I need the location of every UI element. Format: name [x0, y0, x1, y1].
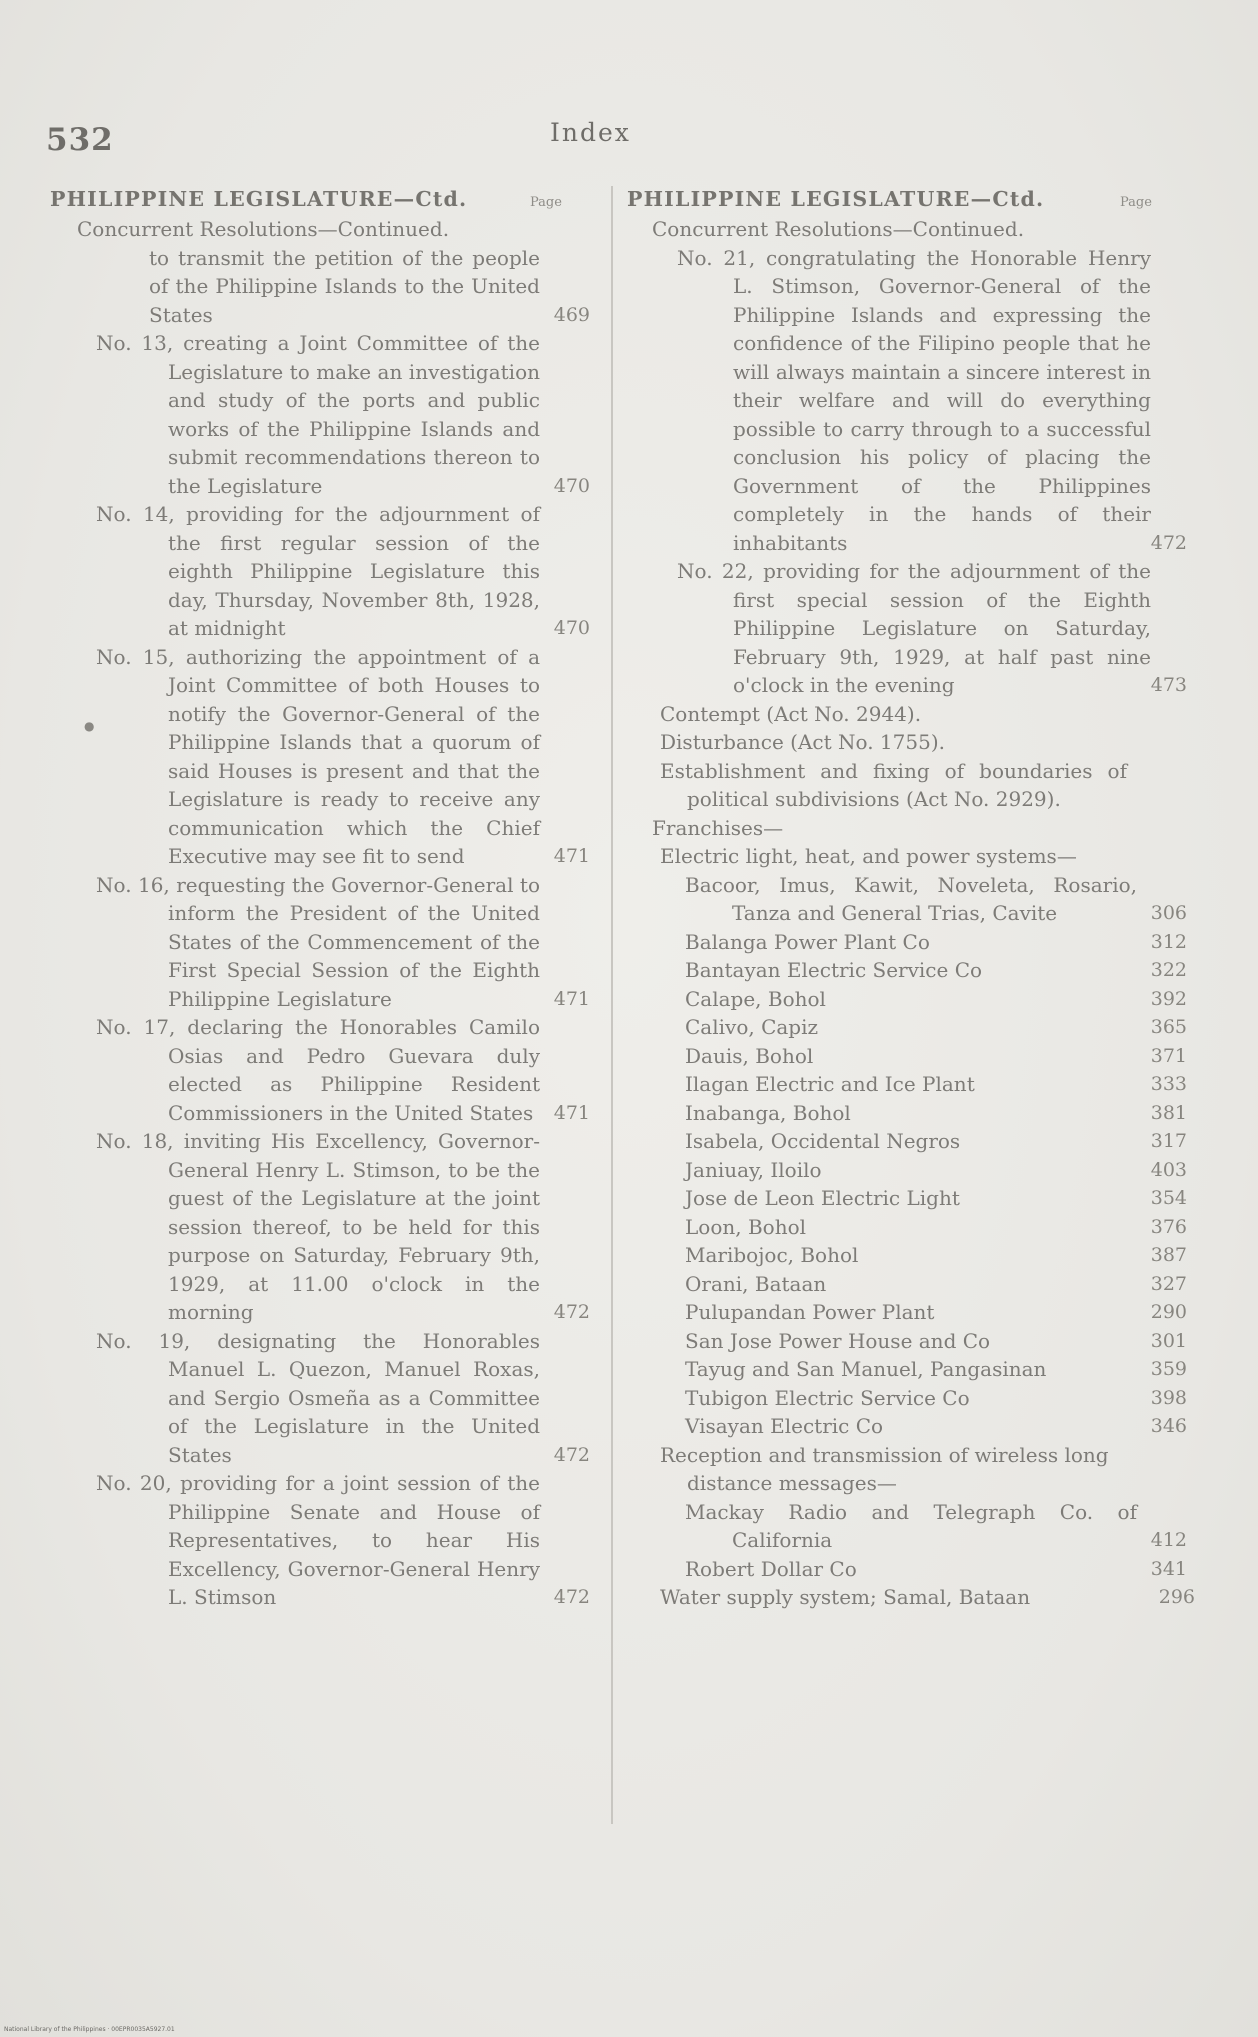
- entry-page: 365: [1150, 1016, 1187, 1038]
- entry-page: 290: [1150, 1301, 1187, 1323]
- topic-entry: Establishment and fixing of boundaries of political subdivisions (Act No. 2929).: [660, 758, 1127, 811]
- entry-page: 412: [1150, 1529, 1187, 1551]
- entry-text: San Jose Power House and Co: [685, 1328, 991, 1353]
- entry-page: 381: [1150, 1101, 1187, 1124]
- entry-text: Bantayan Electric Service Co: [685, 958, 983, 982]
- entry-text: No. 13, creating a Joint Committee of the Legislature to make an investigation and study of the ports and public works of the Philippine Islands and submit recommendations thereon to the Legislature: [96, 331, 540, 498]
- entry-text: Isabela, Occidental Negros: [685, 1129, 961, 1153]
- entry-page: 472: [553, 1443, 590, 1466]
- entry-text: No. 21, congratulating the Honorable Henry L. Stimson, Governor-General of the Philippine Islands and expressing the confidence of the Filipino people that he will always maintain a sincere interest in their welfare and will do everything possible to carry through to a successful conclusion his policy of placing the Government of the Philippines completely in the hands of their inhabitants: [677, 245, 1151, 555]
- page-number: 532: [46, 122, 114, 158]
- franchise-entry: [685, 928, 1187, 957]
- entry-text: Tubigon Electric Service Co: [685, 1385, 970, 1410]
- entry-page: 371: [1150, 1044, 1187, 1067]
- entry-text: Dauis, Bohol: [685, 1043, 814, 1068]
- entry-text: Loon, Bohol: [685, 1214, 807, 1239]
- index-entry: [50, 871, 590, 1014]
- electric-franchise-list: [627, 871, 1187, 1441]
- index-entry: [50, 643, 590, 871]
- franchise-entry: [685, 1042, 1187, 1071]
- water-supply-entry: [660, 1583, 1195, 1612]
- entry-page: 312: [1150, 930, 1187, 953]
- franchise-entry: [685, 1070, 1187, 1099]
- index-entry: [50, 500, 590, 643]
- franchise-entry: [685, 1099, 1187, 1128]
- entry-text: No. 18, inviting His Excellency, Governor-General Henry L. Stimson, to be the guest of the Legislature at the joint session thereof, to be held for this purpose on Saturday, February 9th, 1929, at 11.00 o'clock in the morning: [96, 1129, 540, 1324]
- entry-page: 398: [1150, 1386, 1187, 1409]
- index-entry: [50, 1127, 590, 1327]
- franchise-entry: [685, 1384, 1187, 1413]
- franchise-entry: [685, 1241, 1187, 1270]
- right-column: [627, 185, 1195, 1612]
- index-entry: [50, 329, 590, 500]
- franchise-entry: [685, 1412, 1187, 1441]
- franchise-entry: [685, 1498, 1187, 1555]
- entry-page: 392: [1150, 987, 1187, 1010]
- topic-entry: Contempt (Act No. 2944).: [660, 701, 922, 726]
- entry-text: No. 14, providing for the adjournment of the first regular session of the eighth Philippine Legislature this day, Thursday, November 8th, 1928, at midnight: [96, 502, 540, 640]
- wireless-franchise-list: [627, 1498, 1187, 1584]
- topic-entry: Disturbance (Act No. 1755).: [660, 730, 945, 754]
- entry-page: 296: [1158, 1586, 1195, 1608]
- left-column-header: [50, 185, 590, 215]
- index-entry: [50, 1327, 590, 1470]
- entry-text: Water supply system; Samal, Bataan: [660, 1585, 1031, 1609]
- entry-text: Orani, Bataan: [685, 1271, 827, 1296]
- franchise-entry: [685, 985, 1187, 1014]
- stray-mark: ●: [84, 719, 95, 733]
- entry-text: Tayug and San Manuel, Pangasinan: [685, 1357, 1047, 1381]
- topic-list: [627, 700, 1187, 814]
- running-title: Index: [550, 118, 631, 147]
- entry-text: Balanga Power Plant Co: [685, 929, 930, 954]
- entry-text: Visayan Electric Co: [685, 1414, 884, 1438]
- index-entry: [50, 1013, 590, 1127]
- entry-text: No. 20, providing for a joint session of the Philippine Senate and House of Representatives, to hear His Excellency, Governor-General Henry L. Stimson: [96, 1471, 540, 1609]
- entry-text: Janiuay, Iloilo: [685, 1157, 822, 1182]
- entry-text: No. 19, designating the Honorables Manuel L. Quezon, Manuel Roxas, and Sergio Osmeña as a Committee of the Legislature in the United States: [96, 1328, 540, 1467]
- franchise-entry: [685, 1127, 1187, 1156]
- entry-page: 359: [1150, 1358, 1187, 1380]
- page-column-label: Page: [1120, 195, 1152, 210]
- section-heading: PHILIPPINE LEGISLATURE—Ctd.: [627, 187, 1045, 211]
- entry-page: 472: [1150, 531, 1187, 554]
- index-entry: [50, 244, 590, 330]
- franchise-entry: [685, 1184, 1187, 1213]
- entry-text: Inabanga, Bohol: [685, 1100, 851, 1125]
- page-column-label: Page: [530, 195, 562, 210]
- electric-heading: Electric light, heat, and power systems—: [660, 844, 1077, 868]
- entry-text: No. 22, providing for the adjournment of the first special session of the Eighth Philippine Legislature on Saturday, February 9th, 1929, at half past nine o'clock in the evening: [677, 559, 1151, 697]
- column-divider: [611, 186, 613, 1824]
- entry-page: 469: [553, 303, 590, 326]
- section-subheading: Concurrent Resolutions—Continued.: [77, 217, 450, 241]
- section-heading: PHILIPPINE LEGISLATURE—Ctd.: [50, 187, 468, 211]
- entry-text: No. 17, declaring the Honorables Camilo Osias and Pedro Guevara duly elected as Philippine Resident Commissioners in the United States: [96, 1015, 540, 1125]
- entry-text: Pulupandan Power Plant: [685, 1300, 935, 1324]
- right-resolution-list: [627, 244, 1187, 700]
- franchise-entry: [685, 956, 1187, 985]
- left-entry-list: [50, 244, 590, 1612]
- entry-page: 322: [1150, 959, 1187, 981]
- entry-page: 471: [553, 845, 590, 867]
- entry-page: 473: [1150, 674, 1187, 696]
- franchise-entry: [685, 1355, 1187, 1384]
- entry-page: 317: [1150, 1130, 1187, 1152]
- entry-page: 471: [553, 1101, 590, 1124]
- entry-page: 333: [1150, 1073, 1187, 1095]
- entry-page: 301: [1150, 1329, 1187, 1352]
- entry-page: 376: [1150, 1215, 1187, 1238]
- franchise-entry: [685, 1270, 1187, 1299]
- entry-text: Calape, Bohol: [685, 986, 826, 1011]
- entry-page: 346: [1150, 1415, 1187, 1437]
- franchise-entry: [685, 1213, 1187, 1242]
- franchises-heading: Franchises—: [652, 815, 784, 840]
- franchise-entry: [685, 1327, 1187, 1356]
- entry-text: Bacoor, Imus, Kawit, Noveleta, Rosario, Tanza and General Trias, Cavite: [685, 872, 1137, 925]
- entry-page: 472: [553, 1301, 590, 1323]
- left-column: [50, 185, 590, 1612]
- section-subheading: Concurrent Resolutions—Continued.: [652, 217, 1025, 241]
- footer-tag: National Library of the Philippines · 00EPR0035A5927.01: [4, 2026, 175, 2033]
- franchise-entry: [685, 871, 1187, 928]
- right-column-header: [627, 185, 1187, 215]
- entry-page: 327: [1150, 1272, 1187, 1295]
- entry-page: 354: [1150, 1187, 1187, 1209]
- entry-page: 387: [1150, 1244, 1187, 1266]
- entry-text: Robert Dollar Co: [685, 1556, 857, 1581]
- entry-page: 341: [1150, 1557, 1187, 1580]
- entry-page: 471: [553, 987, 590, 1010]
- franchise-entry: [685, 1013, 1187, 1042]
- franchise-entry: [685, 1156, 1187, 1185]
- franchise-entry: [685, 1555, 1187, 1584]
- entry-page: 403: [1150, 1158, 1187, 1181]
- wireless-heading: Reception and transmission of wireless long distance messages—: [660, 1442, 1109, 1495]
- franchise-entry: [685, 1298, 1187, 1327]
- index-entry: [677, 244, 1187, 558]
- entry-text: No. 15, authorizing the appointment of a Joint Committee of both Houses to notify the Governor-General of the Philippine Islands that a quorum of said Houses is present and that the Legislature is ready to receive any communication which the Chief Executive may see fit to send: [96, 644, 540, 868]
- entry-page: 470: [553, 617, 590, 639]
- entry-page: 472: [553, 1586, 590, 1608]
- entry-page: 470: [553, 474, 590, 497]
- entry-text: Ilagan Electric and Ice Plant: [685, 1072, 975, 1096]
- entry-text: No. 16, requesting the Governor-General to inform the President of the United States of the Commencement of the First Special Session of the Eighth Philippine Legislature: [96, 872, 540, 1011]
- entry-text: Mackay Radio and Telegraph Co. of California: [685, 1499, 1137, 1552]
- entry-text: to transmit the petition of the people of the Philippine Islands to the United States: [149, 245, 540, 327]
- entry-text: Maribojoc, Bohol: [685, 1243, 859, 1267]
- index-entry: [677, 557, 1187, 700]
- entry-text: Jose de Leon Electric Light: [685, 1186, 960, 1210]
- index-entry: [50, 1469, 590, 1612]
- entry-text: Calivo, Capiz: [685, 1015, 819, 1039]
- entry-page: 306: [1150, 902, 1187, 924]
